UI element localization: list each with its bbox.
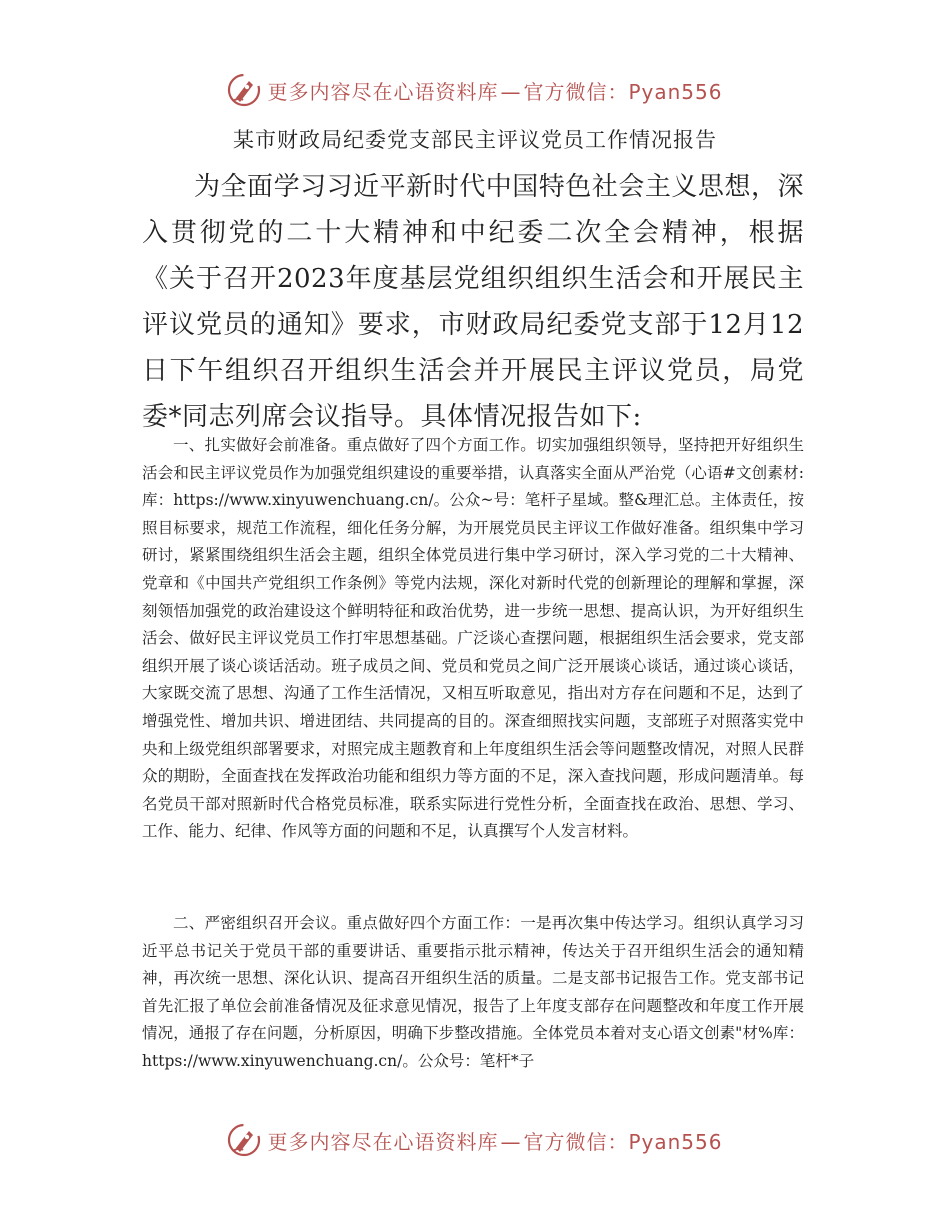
- body-paragraph-1: [142, 432, 804, 846]
- footer-banner-text: 更多内容尽在心语资料库 — 官方微信：Pyan556: [267, 1129, 723, 1154]
- pen-nib-logo-icon: [227, 1123, 261, 1157]
- paragraph-2-text: 二、严密组织召开会议。重点做好四个方面工作：一是再次集中传达学习。组织认真学习习近平总书记关于党员干部的重要讲话、重要指示批示精神，传达关于召开组织生活会的通知精神，再次统一思想、深化认识、提高召开组织生活的质量。二是支部书记报告工作。党支部书记首先汇报了单位会前准备情况及征求意见情况，报告了上年度支部存在问题整改和年度工作开展情况，通报了存在问题，分析原因，明确下步整改措施。全体党员本着对支心语文创素"材%库：https://www.xinyuwenchuang.cn/。公众号：笔杆*子: [142, 914, 804, 1070]
- header-banner-text: 更多内容尽在心语资料库 — 官方微信：Pyan556: [267, 79, 723, 104]
- footer-watermark-banner: [0, 1118, 950, 1162]
- header-watermark-banner: [0, 68, 950, 112]
- lead-paragraph: 为全面学习习近平新时代中国特色社会主义思想，深入贯彻党的二十大精神和中纪委二次全会精神，根据《关于召开2023年度基层党组织组织生活会和开展民主评议党员的通知》要求，市财政局纪委党支部于12月12日下午组织召开组织生活会并开展民主评议党员，局党委*同志列席会议指导。具体情况报告如下:: [142, 172, 804, 432]
- body-paragraph-2: [142, 910, 804, 1076]
- paragraph-1-text: 一、扎实做好会前准备。重点做好了四个方面工作。切实加强组织领导，坚持把开好组织生活会和民主评议党员作为加强党组织建设的重要举措，认真落实全面从严治党（心语#文创素材:库：https://www.xinyuwenchuang.cn/。公众~号：笔杆子星域。整&理汇总。主体责任，按照目标要求，规范工作流程，细化任务分解，为开展党员民主评议工作做好准备。组织集中学习研讨，紧紧围绕组织生活会主题，组织全体党员进行集中学习研讨，深入学习党的二十大精神、党章和《中国共产党组织工作条例》等党内法规，深化对新时代党的创新理论的理解和掌握，深刻领悟加强党的政治建设这个鲜明特征和政治优势，进一步统一思想、提高认识，为开好组织生活会、做好民主评议党员工作打牢思想基础。广泛谈心查摆问题，根据组织生活会要求，党支部组织开展了谈心谈话活动。班子成员之间、党员和党员之间广泛开展谈心谈话，通过谈心谈话，大家既交流了思想、沟通了工作生活情况，又相互听取意见，指出对方存在问题和不足，达到了增强党性、增加共识、增进团结、共同提高的目的。深查细照找实问题，支部班子对照落实党中央和上级党组织部署要求，对照完成主题教育和上年度组织生活会等问题整改情况，对照人民群众的期盼，全面查找在发挥政治功能和组织力等方面的不足，深入查找问题，形成问题清单。每名党员干部对照新时代合格党员标准，联系实际进行党性分析，全面查找在政治、思想、学习、工作、能力、纪律、作风等方面的问题和不足，认真撰写个人发言材料。: [142, 436, 804, 841]
- pen-nib-logo-icon: [227, 73, 261, 107]
- document-title: 某市财政局纪委党支部民主评议党员工作情况报告: [233, 128, 717, 152]
